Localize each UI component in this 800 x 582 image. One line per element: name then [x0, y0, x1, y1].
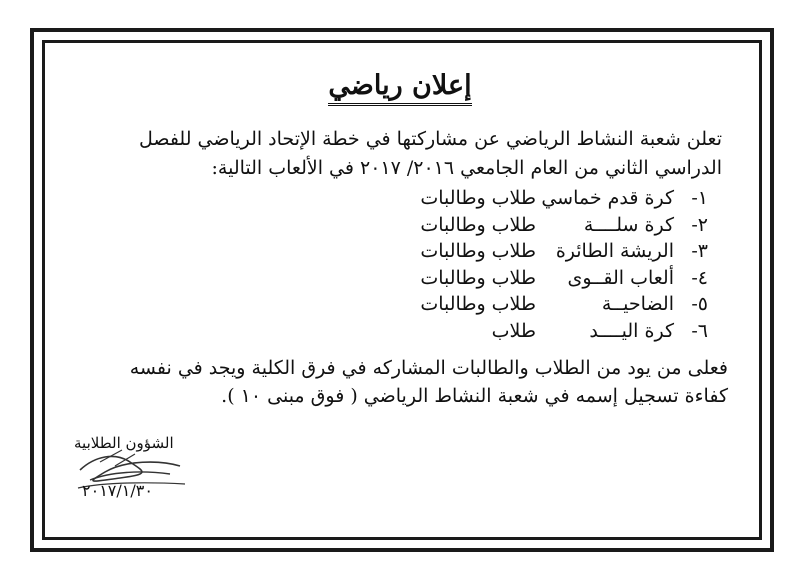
item-number: ٢-: [691, 213, 708, 236]
closing-line-2: كفاءة تسجيل إسمه في شعبة النشاط الرياضي ( فوق مبنى ١٠ ).: [221, 385, 728, 407]
list-item: [420, 185, 708, 212]
title-text: إعلان رياضي: [328, 70, 471, 106]
games-list: [420, 185, 708, 344]
item-game: الريشة الطائرة: [555, 240, 674, 263]
item-game: الضاحيــة: [601, 293, 674, 316]
intro-line-2: الدراسي الثاني من العام الجامعي ٢٠١٦/ ٢٠١٧ في الألعاب التالية:: [211, 157, 722, 179]
item-participants: طلاب وطالبات: [420, 187, 536, 210]
list-item: [420, 238, 708, 265]
list-item: [420, 212, 708, 239]
item-participants: طلاب وطالبات: [420, 293, 536, 316]
item-participants: طلاب وطالبات: [420, 213, 536, 236]
item-number: ٣-: [691, 240, 708, 263]
signature-date: ٢٠١٧/١/٣٠: [82, 481, 153, 500]
list-item: [420, 265, 708, 292]
item-participants: طلاب: [491, 319, 536, 342]
item-participants: طلاب وطالبات: [420, 266, 536, 289]
item-number: ٥-: [691, 293, 708, 316]
item-game: كرة سلــــة: [583, 213, 674, 236]
list-item: [420, 291, 708, 318]
closing-line-1: فعلى من يود من الطلاب والطالبات المشاركه في فرق الكلية ويجد في نفسه: [129, 357, 728, 379]
item-game: كرة قدم خماسي: [541, 187, 674, 210]
item-participants: طلاب وطالبات: [420, 240, 536, 263]
item-number: ٤-: [691, 266, 708, 289]
list-item: [420, 318, 708, 345]
item-number: ٦-: [691, 319, 708, 342]
intro-line-1: تعلن شعبة النشاط الرياضي عن مشاركتها في خطة الإتحاد الرياضي للفصل: [138, 128, 722, 150]
item-game: كرة اليــــد: [589, 319, 674, 342]
item-number: ١-: [691, 187, 708, 210]
signature-label: الشؤون الطلابية: [74, 434, 174, 452]
item-game: ألعاب القــوى: [567, 266, 674, 289]
announcement-title: [0, 70, 800, 101]
